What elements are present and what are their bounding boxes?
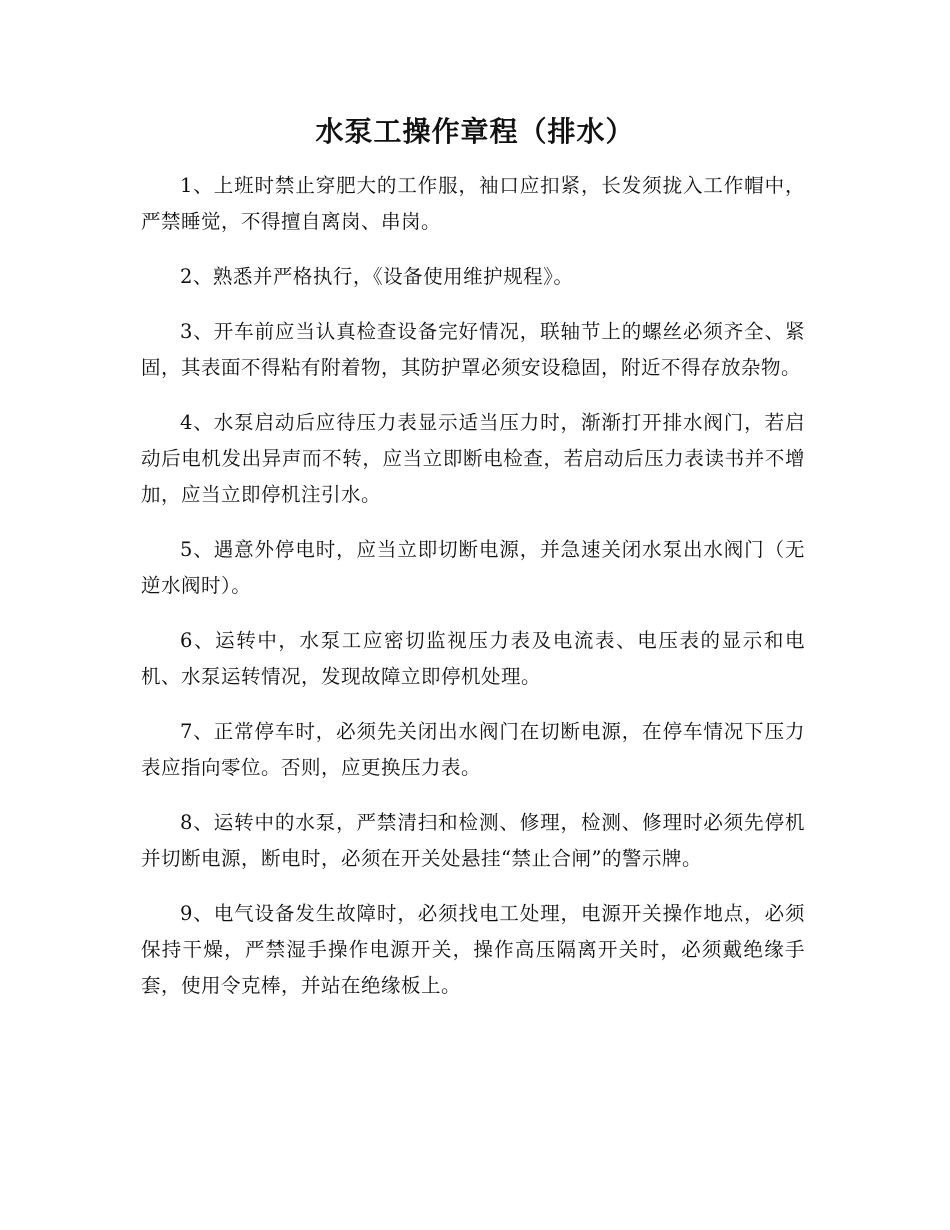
paragraph-1: 1、上班时禁止穿肥大的工作服，袖口应扣紧，长发须拢入工作帽中，严禁睡觉，不得擅自离岗、串岗。 xyxy=(141,174,805,233)
paragraph-8: 8、运转中的水泵，严禁清扫和检测、修理，检测、修理时必须先停机并切断电源，断电时，必须在开关处悬挂“禁止合闸”的警示牌。 xyxy=(141,811,805,870)
paragraph-7: 7、正常停车时，必须先关闭出水阀门在切断电源，在停车情况下压力表应指向零位。否则，应更换压力表。 xyxy=(141,720,805,779)
document-title: 水泵工操作章程（排水） xyxy=(315,115,635,148)
paragraph-5: 5、遇意外停电时，应当立即切断电源，并急速关闭水泵出水阀门（无逆水阀时）。 xyxy=(141,538,805,597)
paragraph-6: 6、运转中，水泵工应密切监视压力表及电流表、电压表的显示和电机、水泵运转情况，发现故障立即停机处理。 xyxy=(141,629,805,688)
paragraph-2: 2、熟悉并严格执行，《设备使用维护规程》。 xyxy=(180,265,574,288)
paragraph-3: 3、开车前应当认真检查设备完好情况，联轴节上的螺丝必须齐全、紧固，其表面不得粘有附着物，其防护罩必须安设稳固，附近不得存放杂物。 xyxy=(141,320,805,379)
paragraph-9: 9、电气设备发生故障时，必须找电工处理，电源开关操作地点，必须保持干燥，严禁湿手操作电源开关，操作高压隔离开关时，必须戴绝缘手套，使用令克棒，并站在绝缘板上。 xyxy=(141,902,805,997)
paragraph-4: 4、水泵启动后应待压力表显示适当压力时，渐渐打开排水阀门，若启动后电机发出异声而不转，应当立即断电检查，若启动后压力表读书并不增加，应当立即停机注引水。 xyxy=(141,411,805,506)
document-body xyxy=(141,168,805,1023)
